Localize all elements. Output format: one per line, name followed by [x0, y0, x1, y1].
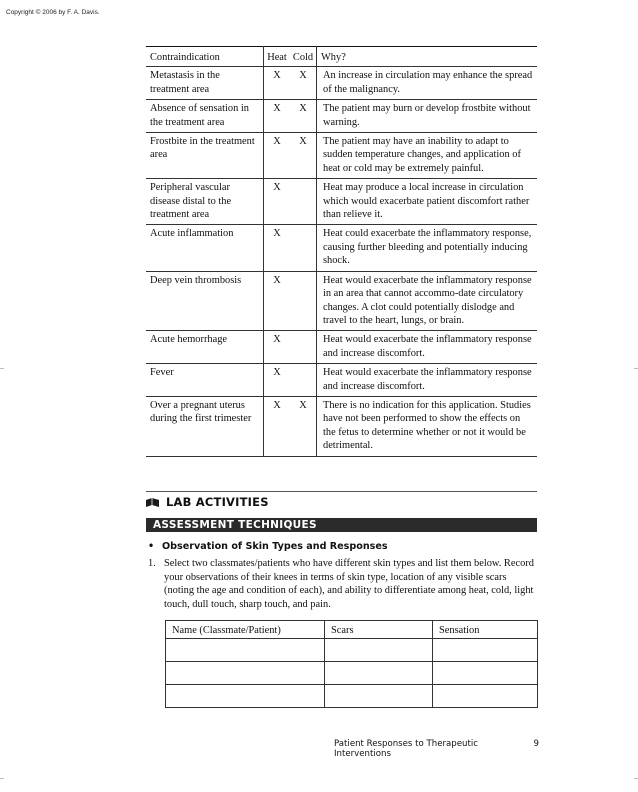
table-row: [146, 225, 537, 271]
blank-cell[interactable]: [325, 685, 433, 708]
table-row: [146, 67, 537, 100]
table-header-row: [166, 621, 538, 639]
table-row: [166, 639, 538, 662]
table-row: [146, 331, 537, 364]
cell-cold: X: [290, 396, 317, 456]
col-header-scars: Scars: [325, 621, 433, 639]
table-row: [146, 364, 537, 397]
blank-cell[interactable]: [166, 639, 325, 662]
step-number: 1.: [148, 558, 156, 569]
copyright-notice: Copyright © 2006 by F. A. Davis.: [6, 9, 100, 16]
blank-cell[interactable]: [433, 662, 538, 685]
observation-table: [165, 620, 538, 708]
crop-mark: [634, 368, 638, 369]
cell-heat: X: [264, 67, 291, 100]
blank-cell[interactable]: [166, 662, 325, 685]
bullet-text: Observation of Skin Types and Responses: [162, 541, 388, 552]
cell-why: Heat could exacerbate the inflammatory response, causing further bleeding and potentially inducing shock.: [317, 225, 538, 271]
cell-contraindication: Peripheral vascular disease distal to the treatment area: [146, 179, 264, 225]
cell-contraindication: Fever: [146, 364, 264, 397]
blank-cell[interactable]: [166, 685, 325, 708]
cell-why: Heat would exacerbate the inflammatory response and increase discomfort.: [317, 331, 538, 364]
cell-heat: X: [264, 396, 291, 456]
cell-heat: X: [264, 271, 291, 331]
crop-mark: [0, 368, 4, 369]
lab-activities-title: LAB ACTIVITIES: [166, 495, 269, 509]
table-row: [146, 271, 537, 331]
cell-why: Heat would exacerbate the inflammatory response and increase discomfort.: [317, 364, 538, 397]
cell-heat: X: [264, 225, 291, 271]
cell-cold: X: [290, 67, 317, 100]
table-header-row: [146, 47, 537, 67]
cell-why: Heat would exacerbate the inflammatory response in an area that cannot accommo-date circulatory changes. A clot could potentially dislodge and travel to the heart, lungs, or brain.: [317, 271, 538, 331]
cell-why: The patient may burn or develop frostbite without warning.: [317, 100, 538, 133]
cell-why: An increase in circulation may enhance the spread of the malignancy.: [317, 67, 538, 100]
table-row: [146, 179, 537, 225]
cell-contraindication: Over a pregnant uterus during the first trimester: [146, 396, 264, 456]
cell-heat: X: [264, 179, 291, 225]
cell-why: There is no indication for this application. Studies have not been performed to show the effects on the fetus to determine whether or not it would be detrimental.: [317, 396, 538, 456]
cell-cold: [290, 271, 317, 331]
col-header-contraindication: Contraindication: [146, 47, 264, 67]
col-header-name: Name (Classmate/Patient): [166, 621, 325, 639]
instruction-step: [148, 557, 538, 611]
cell-heat: X: [264, 100, 291, 133]
bullet-heading: [148, 541, 388, 552]
cell-contraindication: Acute inflammation: [146, 225, 264, 271]
cell-cold: X: [290, 100, 317, 133]
bullet-icon: •: [148, 541, 155, 552]
cell-heat: X: [264, 331, 291, 364]
cell-heat: X: [264, 133, 291, 179]
cell-why: Heat may produce a local increase in circulation which would exacerbate patient discomfort rather than relieve it.: [317, 179, 538, 225]
blank-cell[interactable]: [433, 685, 538, 708]
cell-cold: [290, 331, 317, 364]
cell-contraindication: Deep vein thrombosis: [146, 271, 264, 331]
cell-contraindication: Acute hemorrhage: [146, 331, 264, 364]
blank-cell[interactable]: [433, 639, 538, 662]
page-number: 9: [533, 739, 539, 749]
table-row: [166, 662, 538, 685]
cell-cold: X: [290, 133, 317, 179]
cell-cold: [290, 225, 317, 271]
cell-contraindication: Metastasis in the treatment area: [146, 67, 264, 100]
cell-heat: X: [264, 364, 291, 397]
cell-contraindication: Frostbite in the treatment area: [146, 133, 264, 179]
cell-contraindication: Absence of sensation in the treatment area: [146, 100, 264, 133]
col-header-why: Why?: [317, 47, 538, 67]
cell-why: The patient may have an inability to adapt to sudden temperature changes, and application of heat or cold may be extremely painful.: [317, 133, 538, 179]
table-row: [166, 685, 538, 708]
col-header-sensation: Sensation: [433, 621, 538, 639]
step-text: Select two classmates/patients who have different skin types and list them below. Record your observations of their knees in terms of skin type, location of any visible scars (noting the age and condition of each), and ability to differentiate among heat, cold, light touch, dull touch, sharp touch, and pain.: [164, 558, 534, 610]
contraindication-table: [146, 46, 537, 457]
crop-mark: [0, 778, 4, 779]
table-row: [146, 133, 537, 179]
col-header-cold: Cold: [290, 47, 317, 67]
table-row: [146, 396, 537, 456]
page-footer: [334, 739, 539, 759]
blank-cell[interactable]: [325, 662, 433, 685]
section-title-bar: ASSESSMENT TECHNIQUES: [146, 518, 537, 532]
lab-activities-heading: [146, 491, 537, 509]
book-icon: [146, 497, 160, 508]
running-title: Patient Responses to Therapeutic Interventions: [334, 739, 478, 759]
table-row: [146, 100, 537, 133]
cell-cold: [290, 179, 317, 225]
crop-mark: [634, 778, 638, 779]
col-header-heat: Heat: [264, 47, 291, 67]
blank-cell[interactable]: [325, 639, 433, 662]
cell-cold: [290, 364, 317, 397]
